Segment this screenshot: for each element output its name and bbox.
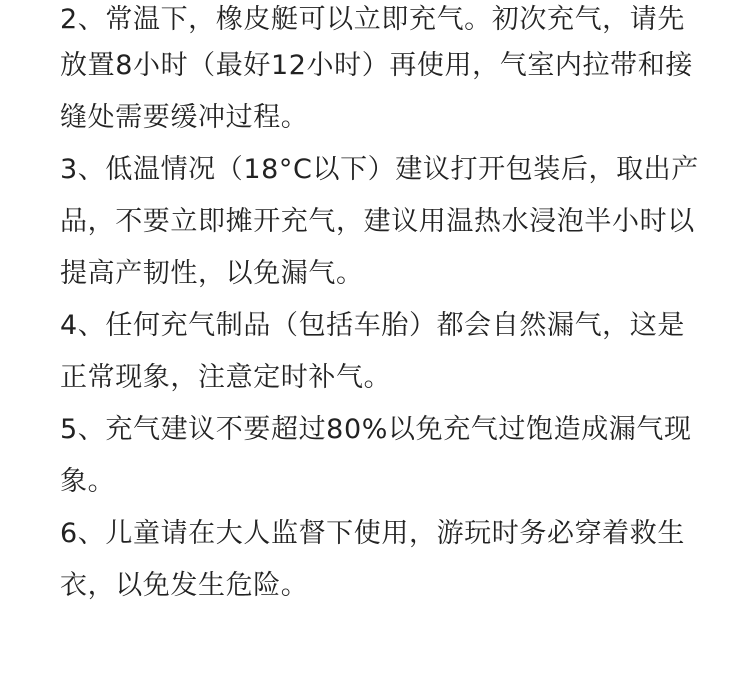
instruction-item-3 bbox=[60, 144, 700, 300]
text-line: 象。 bbox=[60, 466, 116, 497]
text-line: 衣，以免发生危险。 bbox=[60, 570, 309, 601]
instruction-item-4 bbox=[60, 300, 700, 404]
text-line: 5、充气建议不要超过80%以免充气过饱造成漏气现 bbox=[60, 414, 692, 445]
text-line: 4、任何充气制品（包括车胎）都会自然漏气，这是 bbox=[60, 310, 685, 341]
text-line: 品，不要立即摊开充气，建议用温热水浸泡半小时以 bbox=[60, 206, 695, 237]
text-line: 正常现象，注意定时补气。 bbox=[60, 362, 392, 393]
text-line: 2、常温下，橡皮艇可以立即充气。初次充气，请先 bbox=[60, 4, 685, 35]
text-line: 放置8小时（最好12小时）再使用，气室内拉带和接 bbox=[60, 50, 693, 81]
text-line: 6、儿童请在大人监督下使用，游玩时务必穿着救生 bbox=[60, 518, 685, 549]
text-line: 3、低温情况（18°C以下）建议打开包装后，取出产 bbox=[60, 154, 699, 185]
text-line: 缝处需要缓冲过程。 bbox=[60, 102, 309, 133]
instruction-item-5 bbox=[60, 404, 700, 508]
instructions-text bbox=[60, 0, 700, 612]
instruction-item-2 bbox=[60, 0, 700, 144]
text-line: 提高产韧性，以免漏气。 bbox=[60, 258, 364, 289]
instruction-item-6 bbox=[60, 508, 700, 612]
